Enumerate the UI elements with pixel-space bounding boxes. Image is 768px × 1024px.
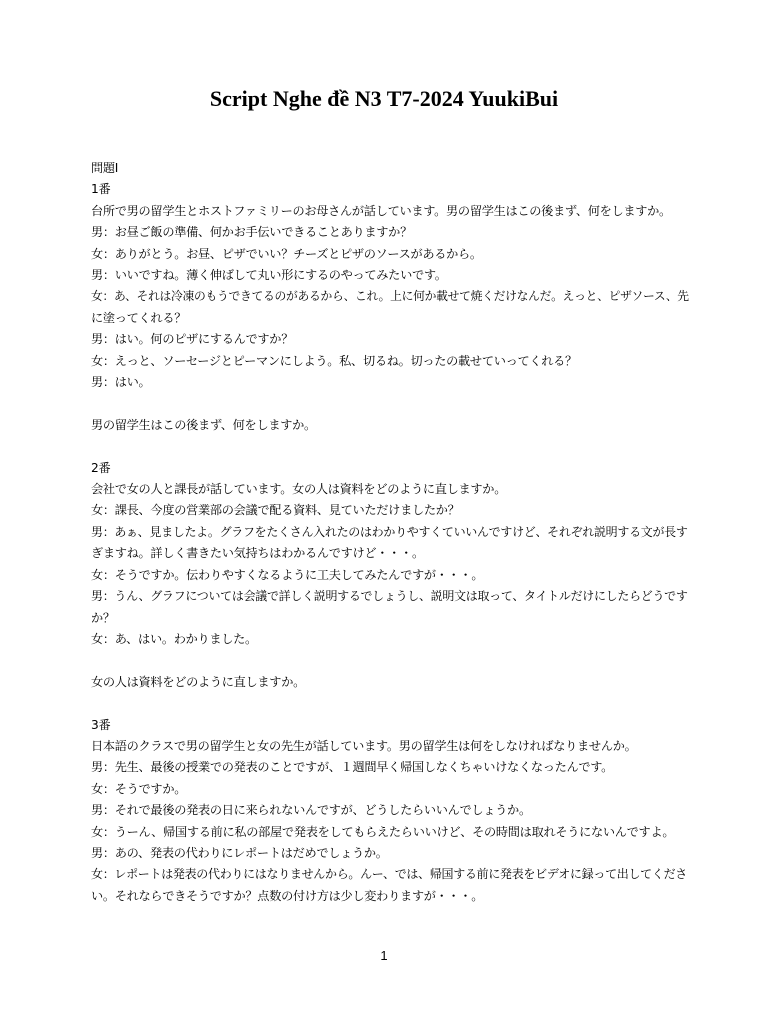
dialogue-line: 男：あぁ、見ましたよ。グラフをたくさん入れたのはわかりやすくていいんですけど、それぞれ説明する文が長す	[91, 524, 688, 539]
document-title: Script Nghe đề N3 T7-2024 YuukiBui	[209, 86, 559, 111]
blank-line	[91, 650, 691, 671]
section-heading: 問題Ⅰ	[91, 161, 119, 175]
dialogue-line: 男：いいですね。薄く伸ばして丸い形にするのやってみたいです。	[91, 268, 447, 283]
dialogue-line: 女：そうですか。	[91, 781, 187, 796]
dialogue-line: 男：先生、最後の授業での発表のことですが、１週間早く帰国しなくちゃいけなくなったんです。	[91, 760, 614, 775]
dialogue-line: 男：うん、グラフについては会議で詳しく説明するでしょうし、説明文は取って、タイトルだけにしたらどうです	[91, 589, 688, 604]
dialogue-line: に塗ってくれる？	[91, 310, 187, 325]
blank-line	[91, 436, 691, 457]
dialogue-line: 女：ありがとう。お昼、ピザでいい？チーズとピザのソースがあるから。	[91, 246, 482, 261]
q1-question: 男の留学生はこの後まず、何をしますか。	[91, 417, 316, 432]
q1-number: 1番	[91, 182, 111, 197]
q2-number: 2番	[91, 460, 111, 475]
q2-intro: 会社で女の人と課長が話しています。女の人は資料をどのように直しますか。	[91, 482, 507, 497]
dialogue-line: 男：あの、発表の代わりにレポートはだめでしょうか。	[91, 845, 388, 860]
dialogue-line: 女：あ、それは冷凍のもうできてるのがあるから、これ。上に何か載せて焼くだけなんだ。えっと、ピザソース、先	[91, 289, 689, 304]
q2-question: 女の人は資料をどのように直しますか。	[91, 674, 305, 689]
q1-intro: 台所で男の留学生とホストファミリーのお母さんが話しています。男の留学生はこの後まず、何をしますか。	[91, 203, 671, 218]
dialogue-line: 女：そうですか。伝わりやすくなるように工夫してみたんですが・・・。	[91, 567, 484, 582]
dialogue-line: 男：はい。何のピザにするんですか？	[91, 332, 294, 347]
dialogue-line: か？	[91, 610, 115, 625]
dialogue-line: 女：課長、今度の営業部の会議で配る資料、見ていただけましたか？	[91, 503, 460, 518]
dialogue-line: ぎますね。詳しく書きたい気持ちはわかるんですけど・・・。	[91, 546, 424, 561]
dialogue-line: い。それならできそうですか？点数の付け方は少し変わりますが・・・。	[91, 888, 484, 903]
dialogue-line: 女：あ、はい。わかりました。	[91, 631, 257, 646]
dialogue-line: 女：えっと、ソーセージとピーマンにしよう。私、切るね。切ったの載せていってくれる？	[91, 353, 577, 368]
blank-line	[91, 393, 691, 414]
page-number: 1	[380, 948, 388, 963]
q3-number: 3番	[91, 717, 111, 732]
dialogue-line: 女：うーん、帰国する前に私の部屋で発表をしてもらえたらいいけど、その時間は取れそうにないんですよ。	[91, 824, 675, 839]
dialogue-line: 男：それで最後の発表の日に来られないんですが、どうしたらいいんでしょうか。	[91, 803, 531, 818]
dialogue-line: 男：はい。	[91, 375, 151, 390]
blank-line	[91, 693, 691, 714]
dialogue-line: 女：レポートは発表の代わりにはなりませんから。んー、では、帰国する前に発表をビデオに録って出してくださ	[91, 867, 687, 882]
q3-intro: 日本語のクラスで男の留学生と女の先生が話しています。男の留学生は何をしなければなりませんか。	[91, 738, 637, 753]
script-body	[91, 158, 691, 907]
dialogue-line: 男：お昼ご飯の準備、何かお手伝いできることありますか？	[91, 225, 412, 240]
